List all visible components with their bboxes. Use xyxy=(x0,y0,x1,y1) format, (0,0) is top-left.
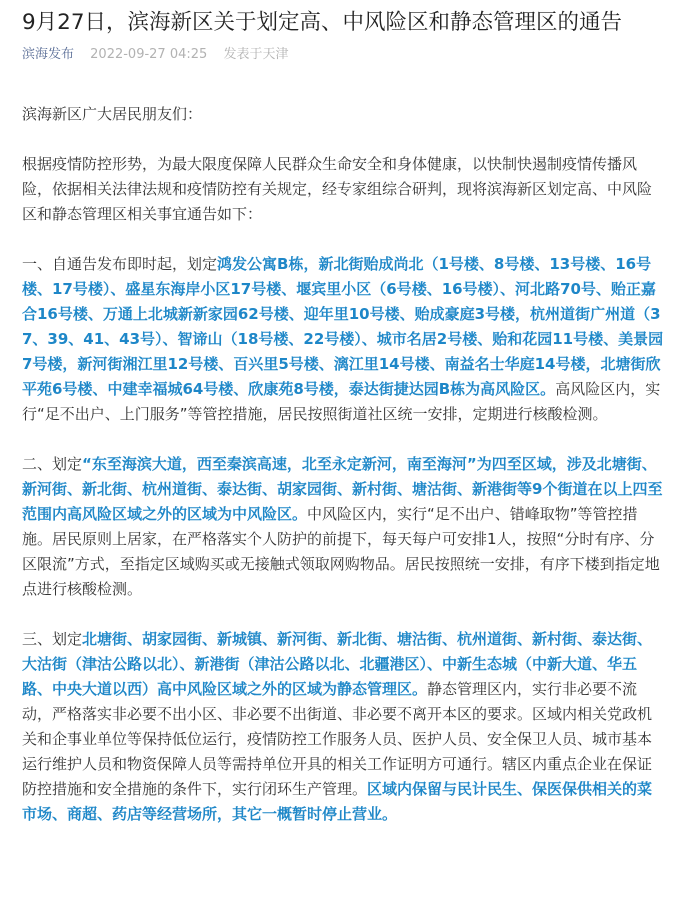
section-3-measures: 静态管理区内，实行非必要不流动，严格落实非必要不出小区、非必要不出街道、非必要不离开本区的要求。区域内相关党政机关和企事业单位等保持低位运行，疫情防控工作服务人员、医护人员、安全保卫人员、城市基本运行维护人员和物资保障人员等需持单位开具的相关工作证明方可通行。辖区内重点企业在保证防控措施和安全措施的条件下，实行闭环生产管理。 xyxy=(22,680,653,798)
account-name-link[interactable]: 滨海发布 xyxy=(22,47,75,62)
article-meta xyxy=(22,46,665,64)
section-2-measures: 中风险区内，实行“足不出户、错峰取物”等管控措施。居民原则上居家，在严格落实个人防护的前提下，每天每户可安排1人，按照“分时有序、分区限流”方式，至指定区域购买或无接触式领取网购物品。居民按照统一安排，有序下楼到指定地点进行核酸检测。 xyxy=(22,505,660,598)
publish-time: 2022-09-27 04:25 xyxy=(90,47,208,62)
greeting-paragraph: 滨海新区广大居民朋友们： xyxy=(22,105,203,123)
article-title: 9月27日，滨海新区关于划定高、中风险区和静态管理区的通告 xyxy=(22,10,623,35)
section-3-prefix: 三、划定 xyxy=(22,630,83,648)
section-2-prefix: 二、划定 xyxy=(22,455,83,473)
section-1-measures: 高风险区内，实行“足不出户、上门服务”等管控措施，居民按照街道社区统一安排，定期进行核酸检测。 xyxy=(22,380,661,423)
section-3-business-rule: 区域内保留与民计民生、保医保供相关的菜市场、商超、药店等经营场所，其它一概暂时停止营业。 xyxy=(22,780,653,823)
section-2-medium-risk-areas: “东至海滨大道，西至秦滨高速，北至永定新河，南至海河”为四至区域，涉及北塘街、新河街、新北街、杭州道街、泰达街、胡家园街、新村街、塘沽街、新港街等9个街道在以上四至范围内高风险区域之外的区域为中风险区。 xyxy=(22,455,663,523)
publish-location: 发表于天津 xyxy=(223,47,289,62)
section-3-static-management-areas: 北塘街、胡家园街、新城镇、新河街、新北街、塘沽街、杭州道街、新村街、泰达街、大沽街（津沽公路以北）、新港街（津沽公路以北、北疆港区）、中新生态城（中新大道、华五路、中央大道以西）高中风险区域之外的区域为静态管理区。 xyxy=(22,630,653,698)
section-3-paragraph xyxy=(22,627,665,827)
section-1-paragraph xyxy=(22,252,665,427)
section-1-prefix: 一、自通告发布即时起，划定 xyxy=(22,255,218,273)
intro-paragraph: 根据疫情防控形势，为最大限度保障人民群众生命安全和身体健康，以快制快遏制疫情传播风险，依据相关法律法规和疫情防控有关规定，经专家组综合研判，现将滨海新区划定高、中风险区和静态管理区相关事宜通告如下： xyxy=(22,155,653,223)
section-2-paragraph xyxy=(22,452,665,602)
section-1-high-risk-areas: 鸿发公寓B栋，新北街贻成尚北（1号楼、8号楼、13号楼、16号楼、17号楼）、盛星东海岸小区17号楼、堰宾里小区（6号楼、16号楼）、河北路70号、贻正嘉合16号楼、万通上北城新新家园62号楼、迎年里10号楼、贻成豪庭3号楼，杭州道街广州道（37、39、41、43号）、智谛山（18号楼、22号楼）、城市名居2号楼、贻和花园11号楼、美景园7号楼，新河街湘江里12号楼、百兴里5号楼、漓江里14号楼、南益名士华庭14号楼，北塘街欣平苑6号楼、中建幸福城64号楼、欣康苑8号楼，泰达街捷达园B栋为高风险区。 xyxy=(22,255,664,398)
